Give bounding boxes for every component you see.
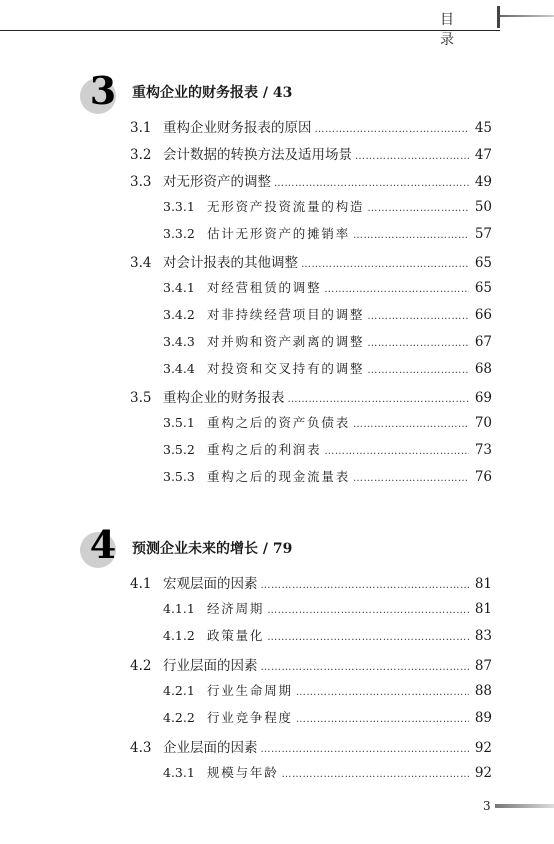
toc-leader — [315, 124, 470, 135]
toc-entry-title: 对并购和资产剥离的调整 — [207, 334, 365, 349]
toc-entry[interactable] — [130, 386, 492, 406]
toc-entry-title: 行业层面的因素 — [163, 658, 258, 674]
toc-entry[interactable] — [130, 654, 492, 674]
toc-entry-title: 重构企业的财务报表 — [163, 390, 285, 406]
toc-entry-number: 3.2 — [130, 147, 152, 163]
toc-leader — [367, 311, 469, 322]
toc-entry-number: 3.3.2 — [163, 226, 195, 241]
toc-entry-number: 4.2.2 — [163, 710, 195, 725]
toc-leader — [261, 580, 470, 591]
toc-entry-number: 3.3.1 — [163, 199, 195, 214]
toc-entry-title: 政策量化 — [207, 628, 265, 643]
toc-entry-title: 对会计报表的其他调整 — [163, 255, 298, 271]
toc-entry-number: 3.5.3 — [163, 469, 195, 484]
toc-entry-number: 4.3 — [130, 740, 152, 756]
toc-entry-page: 67 — [474, 334, 492, 350]
toc-leader — [296, 687, 469, 698]
toc-entry-page: 70 — [474, 415, 492, 431]
toc-entry-number: 3.4.3 — [163, 334, 195, 349]
toc-leader — [324, 446, 469, 457]
toc-entry-page: 69 — [474, 390, 492, 406]
toc-entry-title: 重构之后的现金流量表 — [207, 469, 351, 484]
toc-entry-number: 4.2 — [130, 658, 152, 674]
toc-entry-number: 4.1 — [130, 576, 152, 592]
toc-leader — [267, 632, 469, 643]
toc-entry[interactable] — [130, 572, 492, 592]
toc-entry-number: 4.1.1 — [163, 601, 195, 616]
toc-subentry[interactable] — [163, 197, 492, 217]
toc-entry-page: 49 — [474, 174, 492, 190]
toc-subentry[interactable] — [163, 359, 492, 379]
toc-subentry[interactable] — [163, 278, 492, 298]
toc-leader — [367, 365, 469, 376]
toc-entry-title: 对非持续经营项目的调整 — [207, 307, 365, 322]
toc-entry-number: 3.5.1 — [163, 415, 195, 430]
toc-subentry[interactable] — [163, 681, 492, 701]
toc-entry-page: 47 — [474, 147, 492, 163]
toc-entry-number: 4.1.2 — [163, 628, 195, 643]
toc-entry-title: 重构之后的利润表 — [207, 442, 322, 457]
chapter-4-heading — [80, 522, 400, 566]
toc-entry-number: 3.4.4 — [163, 361, 195, 376]
toc-entry-page: 89 — [474, 710, 492, 726]
toc-entry-title: 宏观层面的因素 — [163, 576, 258, 592]
toc-entry-number: 4.3.1 — [163, 765, 195, 780]
chapter-number: 3 — [89, 68, 117, 113]
toc-leader — [261, 662, 470, 673]
footer-tab-line — [495, 804, 554, 808]
chapter-title: 重构企业的财务报表 / 43 — [132, 85, 293, 101]
toc-entry-title: 估计无形资产的摊销率 — [207, 226, 351, 241]
page-number: 3 — [483, 799, 491, 813]
toc-subentry[interactable] — [163, 224, 492, 244]
toc-leader — [353, 473, 469, 484]
header-tab-line — [500, 15, 554, 17]
toc-subentry[interactable] — [163, 413, 492, 433]
toc-entry-number: 3.5.2 — [163, 442, 195, 457]
toc-entry-page: 65 — [474, 255, 492, 271]
toc-leader — [367, 203, 469, 214]
chapter-number: 4 — [89, 522, 117, 567]
toc-entry-page: 92 — [474, 765, 492, 781]
toc-entry-title: 对无形资产的调整 — [163, 174, 271, 190]
toc-entry-page: 92 — [474, 740, 492, 756]
toc-leader — [353, 419, 469, 430]
toc-subentry[interactable] — [163, 708, 492, 728]
toc-entry-page: 65 — [474, 280, 492, 296]
toc-entry-number: 4.2.1 — [163, 683, 195, 698]
toc-entry-page: 45 — [474, 120, 492, 136]
toc-subentry[interactable] — [163, 467, 492, 487]
toc-entry-title: 对经营租赁的调整 — [207, 280, 322, 295]
header-tab-bar — [497, 6, 500, 28]
header-rule — [0, 30, 500, 31]
toc-leader — [261, 744, 470, 755]
toc-leader — [324, 284, 469, 295]
toc-leader — [355, 151, 469, 162]
toc-leader — [282, 769, 469, 780]
toc-subentry[interactable] — [163, 440, 492, 460]
toc-entry[interactable] — [130, 170, 492, 190]
toc-entry[interactable] — [130, 251, 492, 271]
toc-leader — [274, 178, 469, 189]
toc-entry-number: 3.4.2 — [163, 307, 195, 322]
toc-subentry[interactable] — [163, 763, 492, 783]
toc-entry[interactable] — [130, 736, 492, 756]
toc-entry-page: 76 — [474, 469, 492, 485]
toc-subentry[interactable] — [163, 332, 492, 352]
toc-entry[interactable] — [130, 116, 492, 136]
toc-subentry[interactable] — [163, 626, 492, 646]
toc-entry-title: 重构之后的资产负债表 — [207, 415, 351, 430]
toc-leader — [367, 338, 469, 349]
chapter-title: 预测企业未来的增长 / 79 — [132, 541, 293, 557]
toc-entry-page: 88 — [474, 683, 492, 699]
toc-leader — [301, 259, 469, 270]
toc-entry-title: 经济周期 — [207, 601, 265, 616]
toc-entry-title: 无形资产投资流量的构造 — [207, 199, 365, 214]
toc-entry-title: 重构企业财务报表的原因 — [163, 120, 312, 136]
toc-entry-page: 50 — [474, 199, 492, 215]
toc-entry-page: 87 — [474, 658, 492, 674]
toc-entry-page: 57 — [474, 226, 492, 242]
toc-subentry[interactable] — [163, 305, 492, 325]
toc-entry-number: 3.1 — [130, 120, 152, 136]
toc-entry-title: 规模与年龄 — [207, 765, 279, 780]
toc-entry-number: 3.4.1 — [163, 280, 195, 295]
toc-leader — [267, 605, 469, 616]
toc-subentry[interactable] — [163, 599, 492, 619]
toc-entry-page: 68 — [474, 361, 492, 377]
toc-entry-page: 81 — [474, 576, 492, 592]
toc-leader — [353, 230, 469, 241]
toc-entry-page: 66 — [474, 307, 492, 323]
chapter-3-heading — [80, 68, 400, 112]
toc-entry-page: 81 — [474, 601, 492, 617]
toc-entry-number: 3.5 — [130, 390, 152, 406]
toc-entry-title: 行业生命周期 — [207, 683, 293, 698]
toc-entry-page: 73 — [474, 442, 492, 458]
toc-leader — [288, 394, 470, 405]
toc-entry-number: 3.4 — [130, 255, 152, 271]
toc-entry-number: 3.3 — [130, 174, 152, 190]
toc-entry-title: 行业竞争程度 — [207, 710, 293, 725]
toc-entry-title: 企业层面的因素 — [163, 740, 258, 756]
toc-entry-page: 83 — [474, 628, 492, 644]
toc-leader — [296, 714, 469, 725]
toc-entry[interactable] — [130, 143, 492, 163]
toc-entry-title: 会计数据的转换方法及适用场景 — [163, 147, 352, 163]
toc-entry-title: 对投资和交叉持有的调整 — [207, 361, 365, 376]
header-title: 目 录 — [440, 12, 460, 48]
